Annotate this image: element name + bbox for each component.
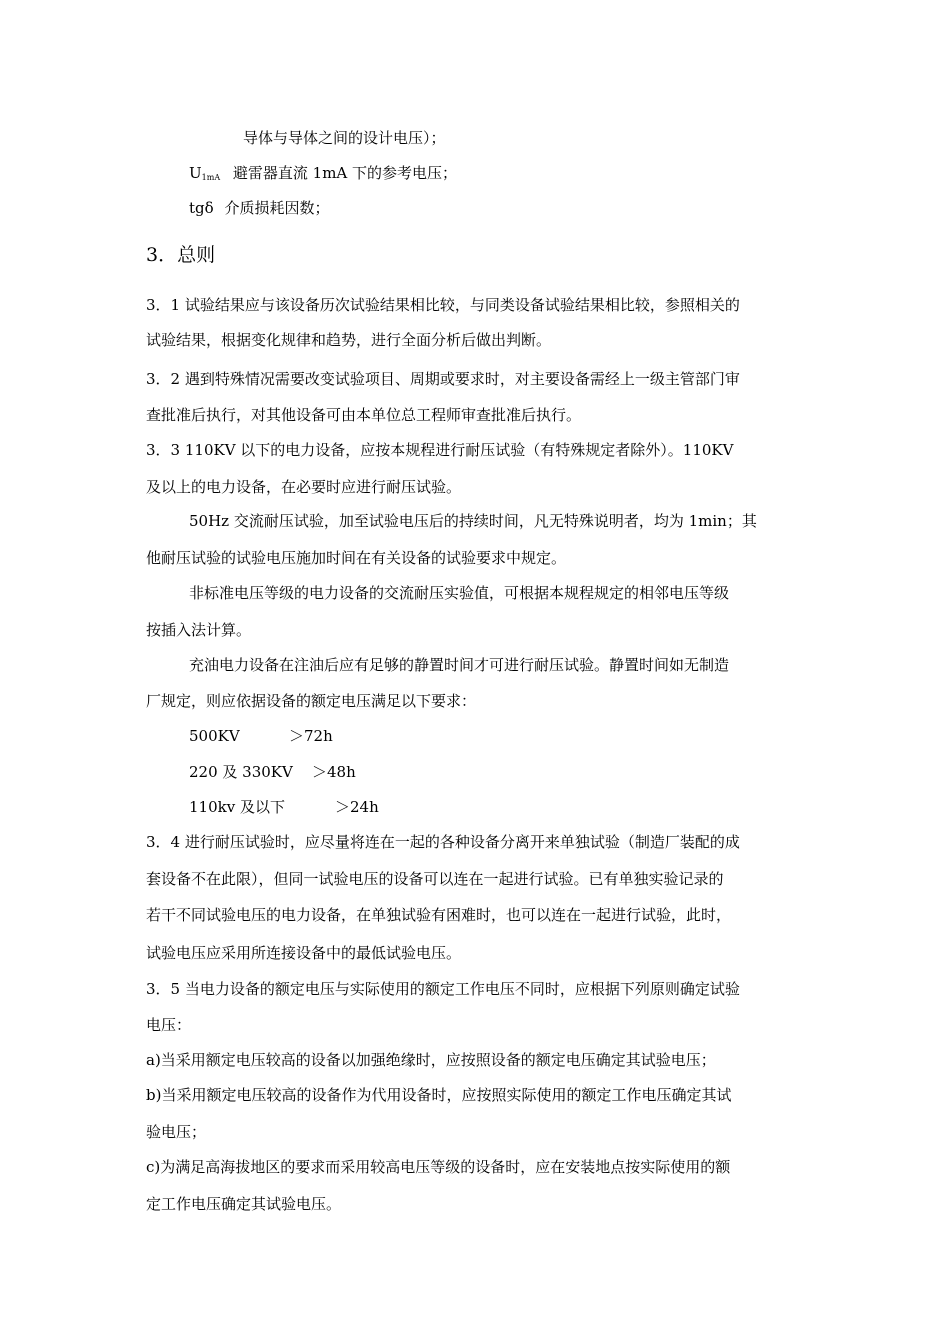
para-3-3b-line-1: 非标准电压等级的电力设备的交流耐压实验值，可根据本规程规定的相邻电压等级: [189, 584, 730, 602]
para-3-3c-line-1: 充油电力设备在注油后应有足够的静置时间才可进行耐压试验。静置时间如无制造: [189, 656, 730, 674]
requirement-time: ＞24h: [335, 798, 379, 816]
para-3-3c-line-2: 厂规定，则应依据设备的额定电压满足以下要求：: [146, 692, 477, 710]
definition-tg: [189, 198, 329, 218]
u1ma-subscript: 1mA: [201, 173, 221, 182]
rule-c-line-1: c)为满足高海拔地区的要求而采用较高电压等级的设备时，应在安装地点按实际使用的额: [146, 1158, 731, 1176]
para-3-4-line-2: 套设备不在此限），但同一试验电压的设备可以连在一起进行试验。已有单独实验记录的: [146, 870, 724, 888]
definition-u1ma: [189, 163, 457, 188]
rule-b-line-1: b)当采用额定电压较高的设备作为代用设备时，应按照实际使用的额定工作电压确定其试: [146, 1086, 732, 1104]
para-3-1-line-1: 3．1 试验结果应与该设备历次试验结果相比较，与同类设备试验结果相比较，参照相关的: [146, 296, 740, 314]
definition-continuation: 导体与导体之间的设计电压）；: [243, 129, 446, 147]
requirement-voltage: 500KV: [189, 727, 240, 745]
rule-b-line-2: 验电压；: [146, 1123, 207, 1141]
u1ma-symbol: U: [189, 164, 202, 182]
requirement-time: ＞72h: [289, 727, 333, 745]
requirement-voltage: 110kv 及以下: [189, 798, 285, 816]
para-3-3-line-2: 及以上的电力设备，在必要时应进行耐压试验。: [146, 478, 462, 496]
para-3-4-line-1: 3．4 进行耐压试验时，应尽量将连在一起的各种设备分离开来单独试验（制造厂装配的成: [146, 833, 740, 851]
para-3-2-line-1: 3．2 遇到特殊情况需要改变试验项目、周期或要求时，对主要设备需经上一级主管部门审: [146, 370, 740, 388]
tg-description: 介质损耗因数；: [224, 199, 330, 217]
para-3-5-line-2: 电压：: [146, 1016, 192, 1034]
requirement-time: ＞48h: [312, 763, 356, 781]
para-3-3b-line-2: 按插入法计算。: [146, 621, 252, 639]
para-3-5-line-1: 3．5 当电力设备的额定电压与实际使用的额定工作电压不同时，应根据下列原则确定试验: [146, 980, 740, 998]
para-3-3-line-1: 3．3 110KV 以下的电力设备，应按本规程进行耐压试验（有特殊规定者除外）。110KV: [146, 441, 734, 459]
tg-symbol: tgδ: [189, 199, 214, 217]
para-3-4-line-4: 试验电压应采用所连接设备中的最低试验电压。: [146, 944, 462, 962]
requirement-row: [189, 762, 356, 782]
requirement-row: [189, 726, 333, 746]
para-3-3a-line-1: 50Hz 交流耐压试验，加至试验电压后的持续时间，凡无特殊说明者，均为 1min；其: [189, 512, 757, 530]
section-heading: 3．总则: [146, 244, 216, 266]
para-3-2-line-2: 查批准后执行，对其他设备可由本单位总工程师审查批准后执行。: [146, 406, 582, 424]
para-3-3a-line-2: 他耐压试验的试验电压施加时间在有关设备的试验要求中规定。: [146, 549, 567, 567]
rule-a: a)当采用额定电压较高的设备以加强绝缘时，应按照设备的额定电压确定其试验电压；: [146, 1051, 716, 1069]
requirement-row: [189, 797, 379, 817]
u1ma-description: 避雷器直流 1mA 下的参考电压；: [232, 164, 458, 182]
para-3-1-line-2: 试验结果，根据变化规律和趋势，进行全面分析后做出判断。: [146, 331, 552, 349]
requirement-voltage: 220 及 330KV: [189, 763, 293, 781]
rule-c-line-2: 定工作电压确定其试验电压。: [146, 1195, 342, 1213]
para-3-4-line-3: 若干不同试验电压的电力设备，在单独试验有困难时，也可以连在一起进行试验，此时，: [146, 906, 732, 924]
